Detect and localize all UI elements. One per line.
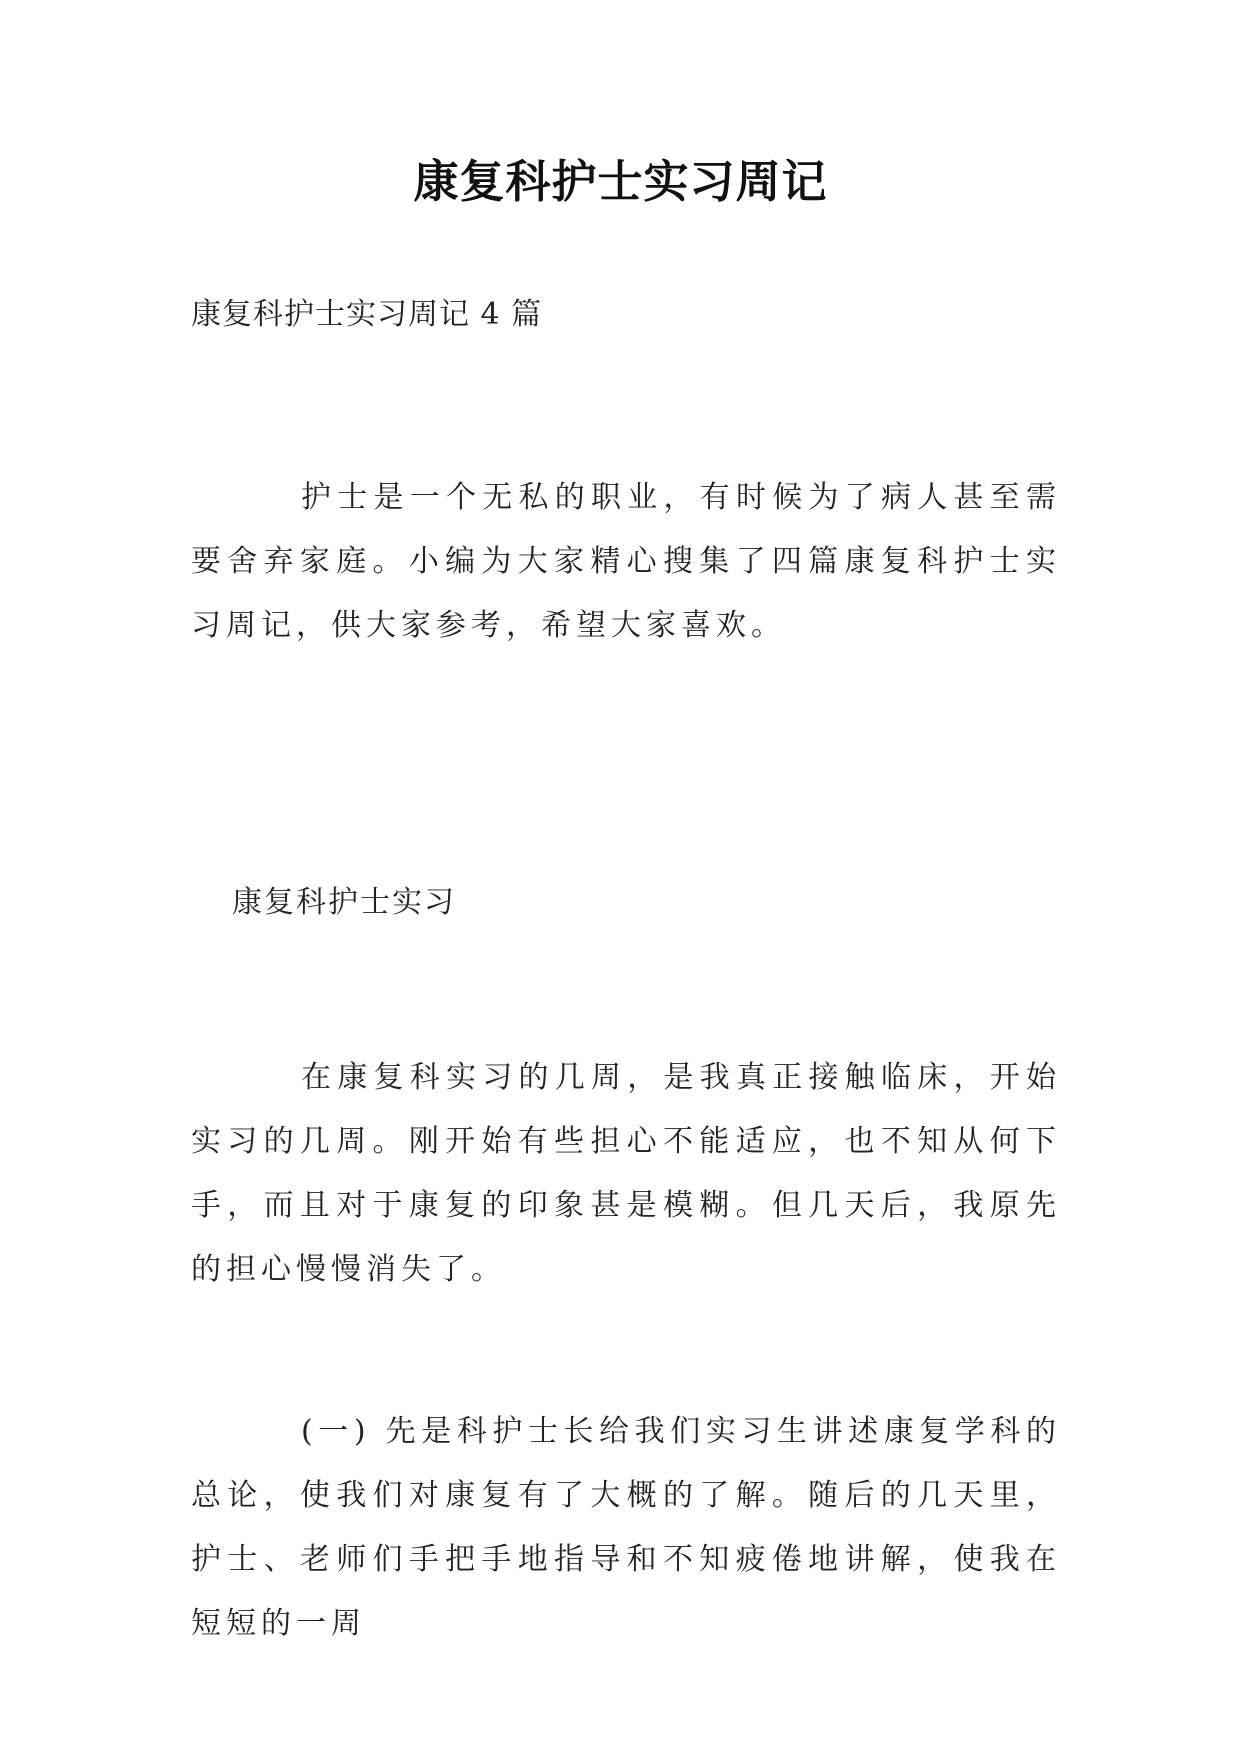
body-paragraph-1: 在康复科实习的几周，是我真正接触临床，开始实习的几周。刚开始有些担心不能适应，也不知从何下手，而且对于康复的印象甚是模糊。但几天后，我原先的担心慢慢消失了。 [191, 1060, 1061, 1287]
intro-paragraph: 护士是一个无私的职业，有时候为了病人甚至需要舍弃家庭。小编为大家精心搜集了四篇康复科护士实习周记，供大家参考，希望大家喜欢。 [191, 480, 1061, 643]
section-heading: 康复科护士实习 [232, 885, 456, 920]
document-subtitle: 康复科护士实习周记 4 篇 [191, 297, 543, 332]
document-title: 康复科护士实习周记 [413, 155, 828, 208]
body-paragraph-2: (一) 先是科护士长给我们实习生讲述康复学科的总论，使我们对康复有了大概的了解。随后的几天里，护士、老师们手把手地指导和不知疲倦地讲解，使我在短短的一周 [191, 1414, 1061, 1641]
